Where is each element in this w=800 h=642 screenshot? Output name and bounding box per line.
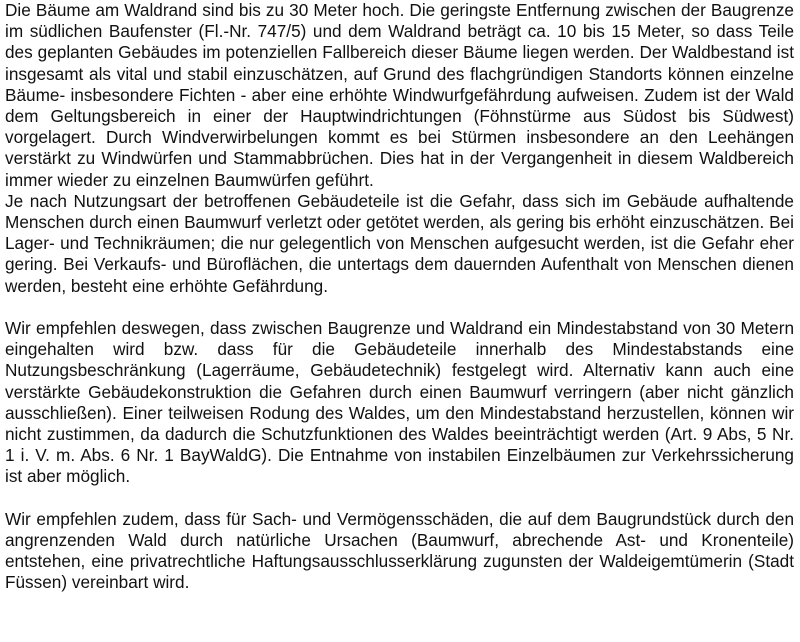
paragraph-minimum-distance-recommendation: Wir empfehlen deswegen, dass zwischen Baugrenze und Waldrand ein Mindestabstand von 30 Metern eingehalten wird bzw. dass für die Gebäudeteile innerhalb des Mindestabstands eine Nutzungsbeschränkung (Lagerräume, Gebäudetechnik) festgelegt wird. Alternativ kann auch eine verstärkte Gebäudekonstruktion die Gefahren durch einen Baumwurf verringern (aber nicht gänzlich ausschließen). Einer teilweisen Rodung des Waldes, um den Mindestabstand herzustellen, können wir nicht zustimmen, da dadurch die Schutzfunktionen des Waldes beeinträchtigt werden (Art. 9 Abs, 5 Nr. 1 i. V. m. Abs. 6 Nr. 1 BayWaldG). Die Entnahme von instabilen Einzelbäumen zur Verkehrssicherung ist aber möglich.: [5, 318, 794, 487]
paragraph-liability-waiver: Wir empfehlen zudem, dass für Sach- und Vermögensschäden, die auf dem Baugrundstück durch den angrenzenden Wald durch natürliche Ursachen (Baumwurf, abrechende Ast- und Kronenteile) entstehen, eine privatrechtliche Haftungsausschlusserklärung zugunsten der Waldeigemtümerin (Stadt Füssen) vereinbart wird.: [5, 508, 794, 593]
paragraph-usage-hazard: Je nach Nutzungsart der betroffenen Gebäudeteile ist die Gefahr, dass sich im Gebäude aufhaltende Menschen durch einen Baumwurf verletzt oder getötet werden, als gering bis erhöht einzuschätzen. Bei Lager- und Technikräumen; die nur gelegentlich von Menschen aufgesucht werden, ist die Gefahr eher gering. Bei Verkaufs- und Büroflächen, die untertags dem dauernden Aufenthalt von Menschen dienen werden, besteht eine erhöhte Gefährdung.: [5, 190, 794, 296]
paragraph-tree-height-risk: Die Bäume am Waldrand sind bis zu 30 Meter hoch. Die geringste Entfernung zwischen der Baugrenze im südlichen Baufenster (Fl.-Nr. 747/5) und dem Waldrand beträgt ca. 10 bis 15 Meter, so dass Teile des geplanten Gebäudes im potenziellen Fallbereich dieser Bäume liegen werden. Der Waldbestand ist insgesamt als vital und stabil einzuschätzen, auf Grund des flachgründigen Standorts können einzelne Bäume- insbesondere Fichten - aber eine erhöhte Windwurfgefährdung aufweisen. Zudem ist der Wald dem Geltungsbereich in einer der Hauptwindrichtungen (Föhnstürme aus Südost bis Südwest) vorgelagert. Durch Windverwirbelungen kommt es bei Stürmen insbesondere an den Leehängen verstärkt zu Windwürfen und Stammabbrüchen. Dies hat in der Vergangenheit in diesem Waldbereich immer wieder zu einzelnen Baumwürfen geführt.: [5, 0, 794, 190]
document-body: [5, 0, 794, 594]
